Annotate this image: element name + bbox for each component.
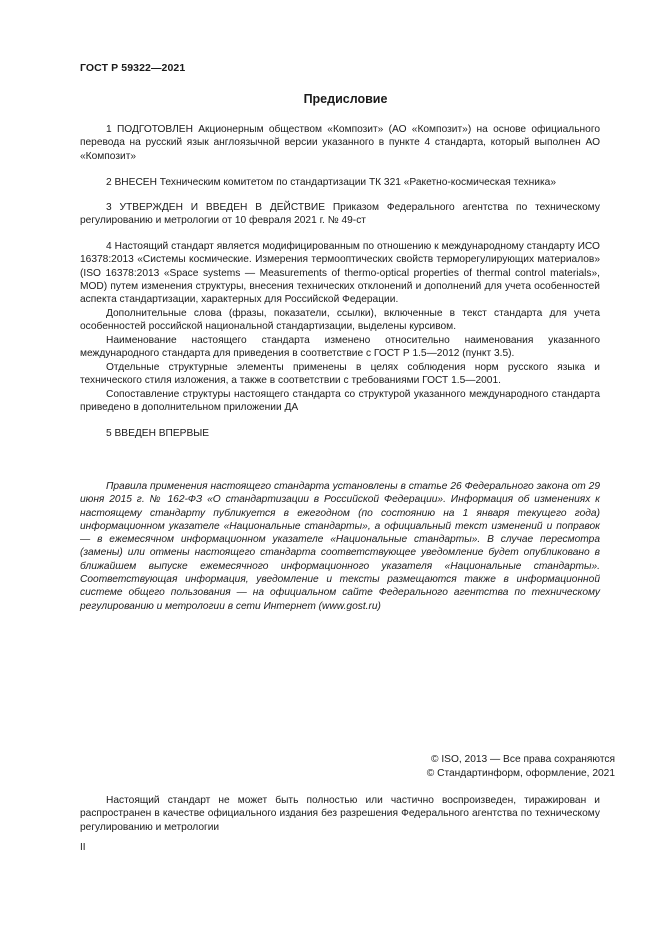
application-rules-notice: Правила применения настоящего стандарта установлены в статье 26 Федерального закона от 29 июня 2015 г. № 162-ФЗ «О стандартизации в Российской Федерации». Информация об изменениях к настоящему стандарту публикуется в ежегодном (по состоянию на 1 января текущего года) информационном указателе «Национальные стандарты», а официальный текст изменений и поправок — в ежемесячном информационном указателе «Национальные стандарты». В случае пересмотра (замены) или отмены настоящего стандарта соответствующее уведомление будет опубликовано в ближайшем выпуске ежемесячного информационного указателя «Национальные стандарты». Соответствующая информация, уведомление и тексты размещаются также в информационной системе общего пользования — на официальном сайте Федерального агентства по техническому регулированию и метрологии в сети Интернет (www.gost.ru) [80, 481, 600, 612]
copyright-iso: © ISO, 2013 — Все права сохраняются [431, 754, 615, 765]
paragraph-2-introduced: 2 ВНЕСЕН Техническим комитетом по стандартизации ТК 321 «Ракетно-космическая техника» [106, 177, 556, 188]
paragraph-4-modified: 4 Настоящий стандарт является модифицированным по отношению к международному стандарту ИСО 16378:2013 «Системы космические. Измерения термооптических свойств терморегулирующих материалов» (ISO 16378:2013 «Space systems — Measurements of thermo-optical properties of thermal control materials», MOD) путем изменения структуры, внесения технических отклонений и дополнений для учета особенностей аспекта стандартизации, характерных для Российской Федерации. [80, 241, 600, 306]
page-number: II [80, 842, 86, 853]
paragraph-5-first-introduced: 5 ВВЕДЕН ВПЕРВЫЕ [106, 428, 210, 439]
paragraph-4-comparison: Сопоставление структуры настоящего стандарта со структурой указанного международного стандарта приведено в дополнительном приложении ДА [80, 389, 600, 414]
paragraph-1-prepared: 1 ПОДГОТОВЛЕН Акционерным обществом «Композит» (АО «Композит») на основе официального перевода на русский язык англоязычной версии указанного в пункте 4 стандарта, который выполнен АО «Композит» [80, 124, 600, 162]
copyright-standartinform: © Стандартинформ, оформление, 2021 [426, 768, 615, 779]
paragraph-4-name-change: Наименование настоящего стандарта изменено относительно наименования указанного международного стандарта для приведения в соответствие с ГОСТ Р 1.5—2012 (пункт 3.5). [80, 335, 600, 360]
page-title: Предисловие [303, 92, 388, 106]
paragraph-3-approved: 3 УТВЕРЖДЕН И ВВЕДЕН В ДЕЙСТВИЕ Приказом Федерального агентства по техническому регулированию и метрологии от 10 февраля 2021 г. № 49-ст [80, 202, 600, 227]
standard-code: ГОСТ Р 59322—2021 [80, 62, 186, 74]
paragraph-4-structure-elements: Отдельные структурные элементы применены в целях соблюдения норм русского языка и технического стиля изложения, а также в соответствии с требованиями ГОСТ 1.5—2001. [80, 362, 600, 387]
reproduction-notice: Настоящий стандарт не может быть полностью или частично воспроизведен, тиражирован и распространен в качестве официального издания без разрешения Федерального агентства по техническому регулированию и метрологии [80, 795, 600, 833]
paragraph-4-additional-words: Дополнительные слова (фразы, показатели, ссылки), включенные в текст стандарта для учета особенностей российской национальной стандартизации, выделены курсивом. [80, 308, 600, 333]
